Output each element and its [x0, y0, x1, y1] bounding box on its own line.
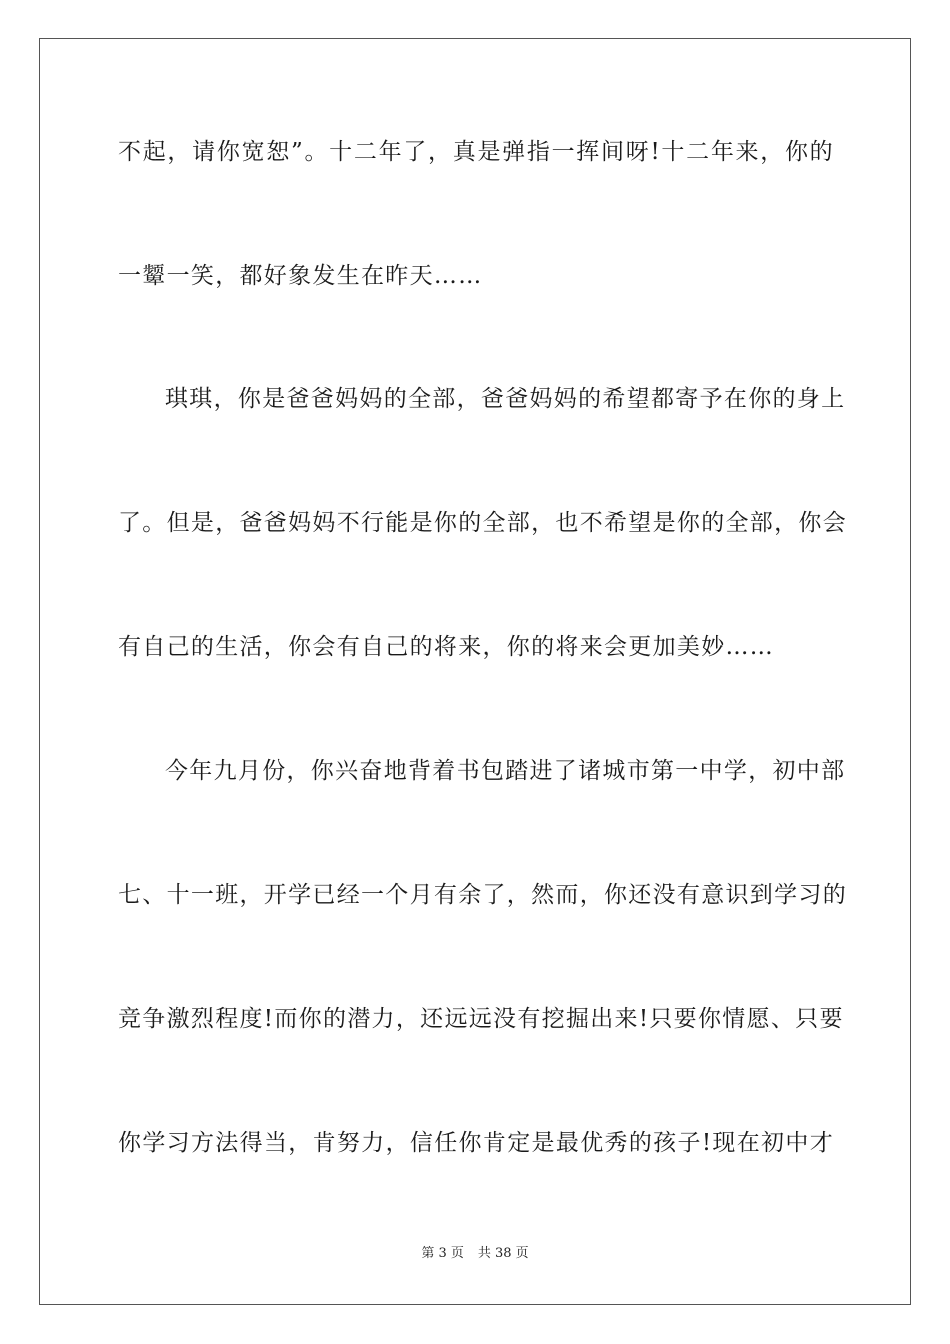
paragraph-start-line: 今年九月份，你兴奋地背着书包踏进了诸城市第一中学，初中部: [165, 758, 846, 784]
page-total: 共 38 页: [477, 1246, 529, 1261]
text-line: 竞争激烈程度!而你的潜力，还远远没有挖掘出来!只要你情愿、只要: [118, 1006, 844, 1032]
text-line: 一颦一笑，都好象发生在昨天……: [118, 263, 483, 289]
paragraph-start-line: 琪琪，你是爸爸妈妈的全部，爸爸妈妈的希望都寄予在你的身上: [165, 386, 846, 412]
text-line: 七、十一班，开学已经一个月有余了，然而，你还没有意识到学习的: [118, 882, 847, 908]
text-line: 你学习方法得当，肯努力，信任你肯定是最优秀的孩子!现在初中才: [118, 1130, 834, 1156]
page-border: [39, 38, 911, 1305]
page-number: 第 3 页: [421, 1246, 464, 1261]
page-footer: [0, 1245, 950, 1263]
text-line: 有自己的生活，你会有自己的将来，你的将来会更加美妙……: [118, 634, 775, 660]
text-line: 了。但是，爸爸妈妈不行能是你的全部，也不希望是你的全部，你会: [118, 510, 847, 536]
text-line: 不起，请你宽恕”。十二年了，真是弹指一挥间呀!十二年来，你的: [118, 139, 834, 165]
